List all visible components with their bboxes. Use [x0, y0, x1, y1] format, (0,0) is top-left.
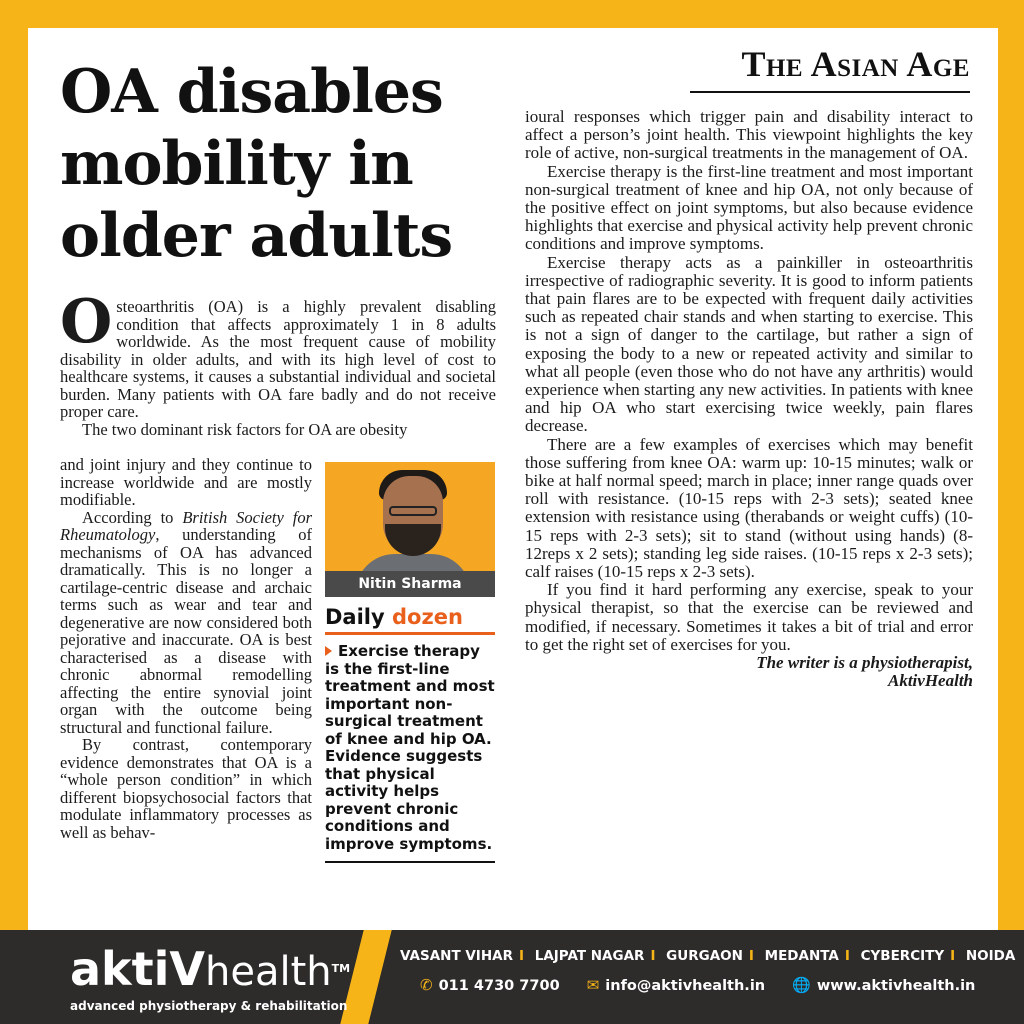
- headline: OA disables mobility in older adults: [60, 57, 453, 271]
- logo-tagline: advanced physiotherapy & rehabilitation: [70, 999, 348, 1013]
- paragraph-bsr: [60, 509, 312, 737]
- location-item: MEDANTA: [764, 948, 839, 964]
- column-2: [525, 108, 973, 691]
- author-name: Nitin Sharma: [325, 571, 495, 597]
- column-1-top: [60, 287, 496, 439]
- location-item: GURGAON: [666, 948, 743, 964]
- masthead-rule: [690, 91, 970, 93]
- website-contact[interactable]: [792, 978, 975, 994]
- daily-label: Daily: [325, 605, 385, 629]
- photo-beard: [385, 524, 441, 556]
- daily-dozen-title: [325, 605, 495, 629]
- locations-list: [400, 948, 1016, 964]
- separator: I: [748, 948, 754, 964]
- logo-part-health: health: [205, 949, 332, 995]
- location-item: NOIDA: [965, 948, 1016, 964]
- bsr-post: , understanding of mechanisms of OA has advanced dramatically. This is no longer a cartilage-centric disease and archaic terms such as wear and tear and degenerative are now considered both pejorative and inaccurate. OA is best characterised as a disease with chronic abnormal remodelling affecting the entire synovial joint organ with the outcome being structural and functional failure.: [60, 525, 312, 737]
- separator: I: [844, 948, 850, 964]
- paragraph-risk-cont: and joint injury and they continue to increase worldwide and are mostly modifiable.: [60, 455, 312, 509]
- paragraph-painkiller: Exercise therapy acts as a painkiller in osteoarthritis irrespective of radiographic severity. It is good to inform patients that pain flares are to be expected with frequent daily activities such as repeated chair stands and when starting to exercise. This is not a sign of danger to the cartilage, but rather a sign of exposing the body to a new or repeated activity and similar to what all people (even those who do not have any arthritis) would experience when starting any new activities. In patients with knee and hip OA who start exercising twice weekly, pain flares decrease.: [525, 252, 973, 436]
- separator: I: [650, 948, 656, 964]
- globe-icon: 🌐: [792, 976, 811, 994]
- website-url: www.aktivhealth.in: [816, 978, 976, 994]
- phone-contact[interactable]: [420, 978, 560, 994]
- email-address: info@aktivhealth.in: [605, 978, 766, 994]
- logo-part-tiv: tiV: [131, 942, 205, 996]
- paragraph-risk: The two dominant risk factors for OA are obesity: [82, 419, 408, 439]
- pull-quote: [325, 643, 495, 853]
- separator: I: [950, 948, 956, 964]
- bsr-pre: According to: [82, 507, 183, 527]
- paragraph-examples: There are a few examples of exercises which may benefit those suffering from knee OA: warm up: 10-15 minutes; walk or bike at half normal speed; march in place; inner range quads over roll with resistance. (10-15 reps with 2-3 sets); seated knee extension with resistance using (therabands or weight cuffs) (10-15 reps with 2-3 sets); sit to stand (without using hands) (8-12reps x 2 sets); standing leg side raises. (10-15 reps x 2-3 sets); calf raises (10-15 reps x 2-3 sets).: [525, 434, 973, 582]
- intro-text: steoarthritis (OA) is a highly prevalent disabling condition that affects approximately 1 in 8 adults worldwide. As the most frequent cause of mobility disability in older adults, and with its high level of cost to healthcare systems, it causes a substantial individual and societal burden. Many patients with OA fare badly and do not receive proper care.: [60, 297, 496, 421]
- phone-icon: ✆: [420, 976, 433, 994]
- author-photo: [325, 462, 495, 597]
- daily-dozen-rule: [325, 632, 495, 635]
- columnist-box: [325, 462, 495, 863]
- email-contact[interactable]: [587, 978, 765, 994]
- column-1-left: [60, 456, 312, 841]
- phone-number: 011 4730 7700: [438, 978, 560, 994]
- pull-quote-rule: [325, 861, 495, 863]
- dozen-label: dozen: [392, 605, 463, 629]
- aktivhealth-logo: [70, 942, 351, 1013]
- masthead: The Asian Age: [741, 44, 970, 84]
- separator: I: [518, 948, 525, 964]
- paragraph-intro: [60, 287, 496, 421]
- pull-quote-text: Exercise therapy is the first-line treatment and most important non-surgical treatment of knee and hip OA. Evidence suggests that physical activity helps prevent chronic conditions and improve symptoms.: [325, 642, 495, 853]
- bsr-italic: British Society for Rheumatology: [60, 507, 312, 544]
- mail-icon: ✉: [586, 976, 600, 994]
- location-item: LAJPAT NAGAR: [534, 948, 645, 964]
- byline-1: The writer is a physiotherapist,: [756, 653, 973, 673]
- logo-tm: TM: [331, 962, 351, 975]
- location-item: CYBERCITY: [860, 948, 945, 964]
- photo-glasses: [389, 506, 437, 516]
- contact-row: [420, 976, 1010, 994]
- paragraph-contemporary: By contrast, contemporary evidence demonstrates that OA is a “whole person condition” in which different biopsychosocial factors that modulate inflammatory processes as well as behav-: [60, 735, 312, 842]
- byline-2: AktivHealth: [888, 671, 973, 691]
- location-item: VASANT VIHAR: [400, 948, 513, 964]
- paragraph-advice: If you find it hard performing any exercise, speak to your physical therapist, so that the exercise can be reviewed and modified, if necessary. Sometimes it takes a bit of trial and error to get the right set of exercises for you.: [525, 580, 973, 654]
- paragraph-behavioural: ioural responses which trigger pain and disability interact to affect a person’s joint health. This viewpoint highlights the key role of active, non-surgical treatments in the management of OA.: [525, 107, 973, 163]
- paragraph-first-line: Exercise therapy is the first-line treatment and most important non-surgical treatment of knee and hip OA, not only because of the positive effect on joint symptoms, but also because evidence highlights that exercise and physical activity help prevent chronic conditions and improve symptoms.: [525, 161, 973, 254]
- drop-cap: O: [60, 287, 113, 357]
- logo-part-ak: ak: [70, 942, 132, 996]
- bullet-triangle-icon: [325, 646, 332, 656]
- logo-wordmark: [70, 942, 351, 996]
